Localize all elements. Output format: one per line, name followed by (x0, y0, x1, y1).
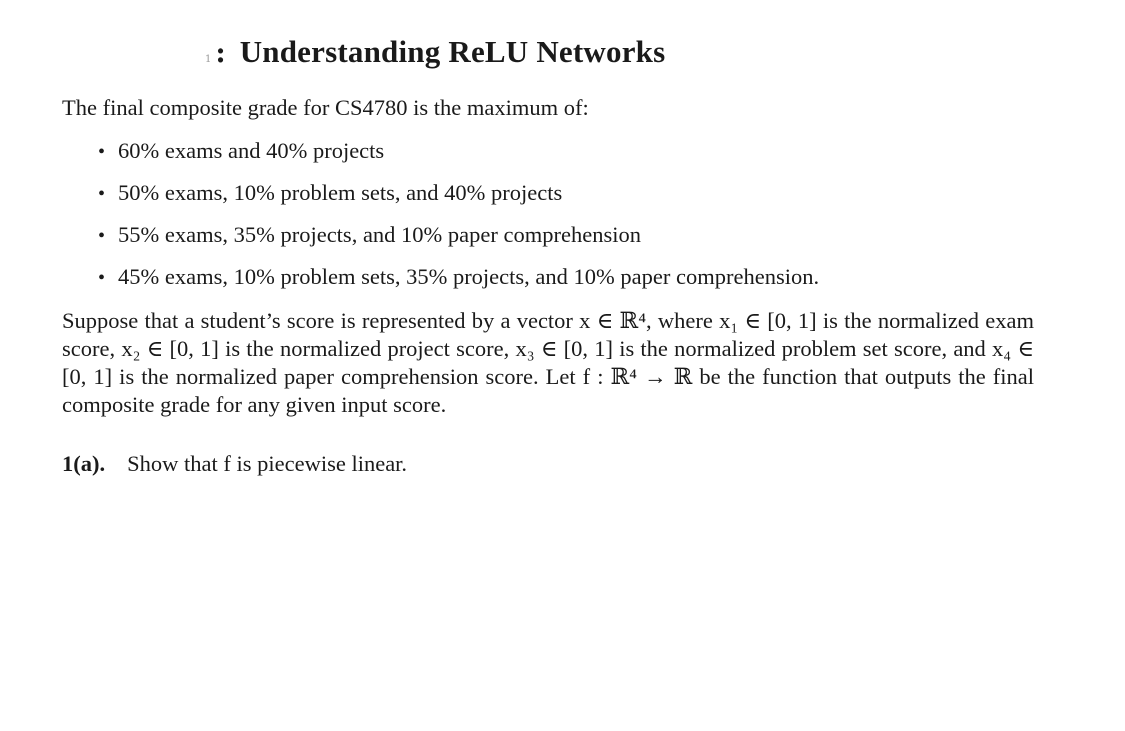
title-marker: 1 (205, 54, 212, 65)
bullet-dot-icon: • (98, 225, 106, 247)
question-label: 1(a). (62, 451, 106, 476)
title-text: Understanding ReLU Networks (239, 34, 666, 69)
bullet-item (98, 138, 384, 164)
title-colon: : (215, 36, 226, 69)
question-1a (62, 451, 407, 477)
bullet-text: 45% exams, 10% problem sets, 35% projects, and 10% paper comprehension. (118, 264, 820, 289)
bullet-dot-icon: • (98, 183, 106, 205)
intro-text: The final composite grade for CS4780 is the maximum of: (62, 95, 589, 120)
bullet-text: 50% exams, 10% problem sets, and 40% projects (118, 180, 563, 205)
bullet-item (98, 264, 819, 290)
bullet-dot-icon: • (98, 267, 106, 289)
bullet-dot-icon: • (98, 141, 106, 163)
bullet-item (98, 180, 562, 206)
problem-paragraph (62, 307, 1034, 419)
bullet-text: 60% exams and 40% projects (118, 138, 385, 163)
question-text: Show that f is piecewise linear. (127, 451, 408, 476)
bullet-text: 55% exams, 35% projects, and 10% paper comprehension (118, 222, 641, 247)
bullet-item (98, 222, 641, 248)
section-title (205, 34, 665, 70)
paragraph-text: Suppose that a student’s score is represented by a vector x ∈ ℝ⁴, where x₁ ∈ [0, 1] is the normalized exam score, x₂ ∈ [0, 1] is the normalized project score, x₃ ∈ [0, 1] is the normalized problem set score, and x₄ ∈ [0, 1] is the normalized paper comprehension score. Let f : ℝ⁴ → ℝ be the function that outputs the final composite grade for any given input score. (62, 308, 1034, 417)
